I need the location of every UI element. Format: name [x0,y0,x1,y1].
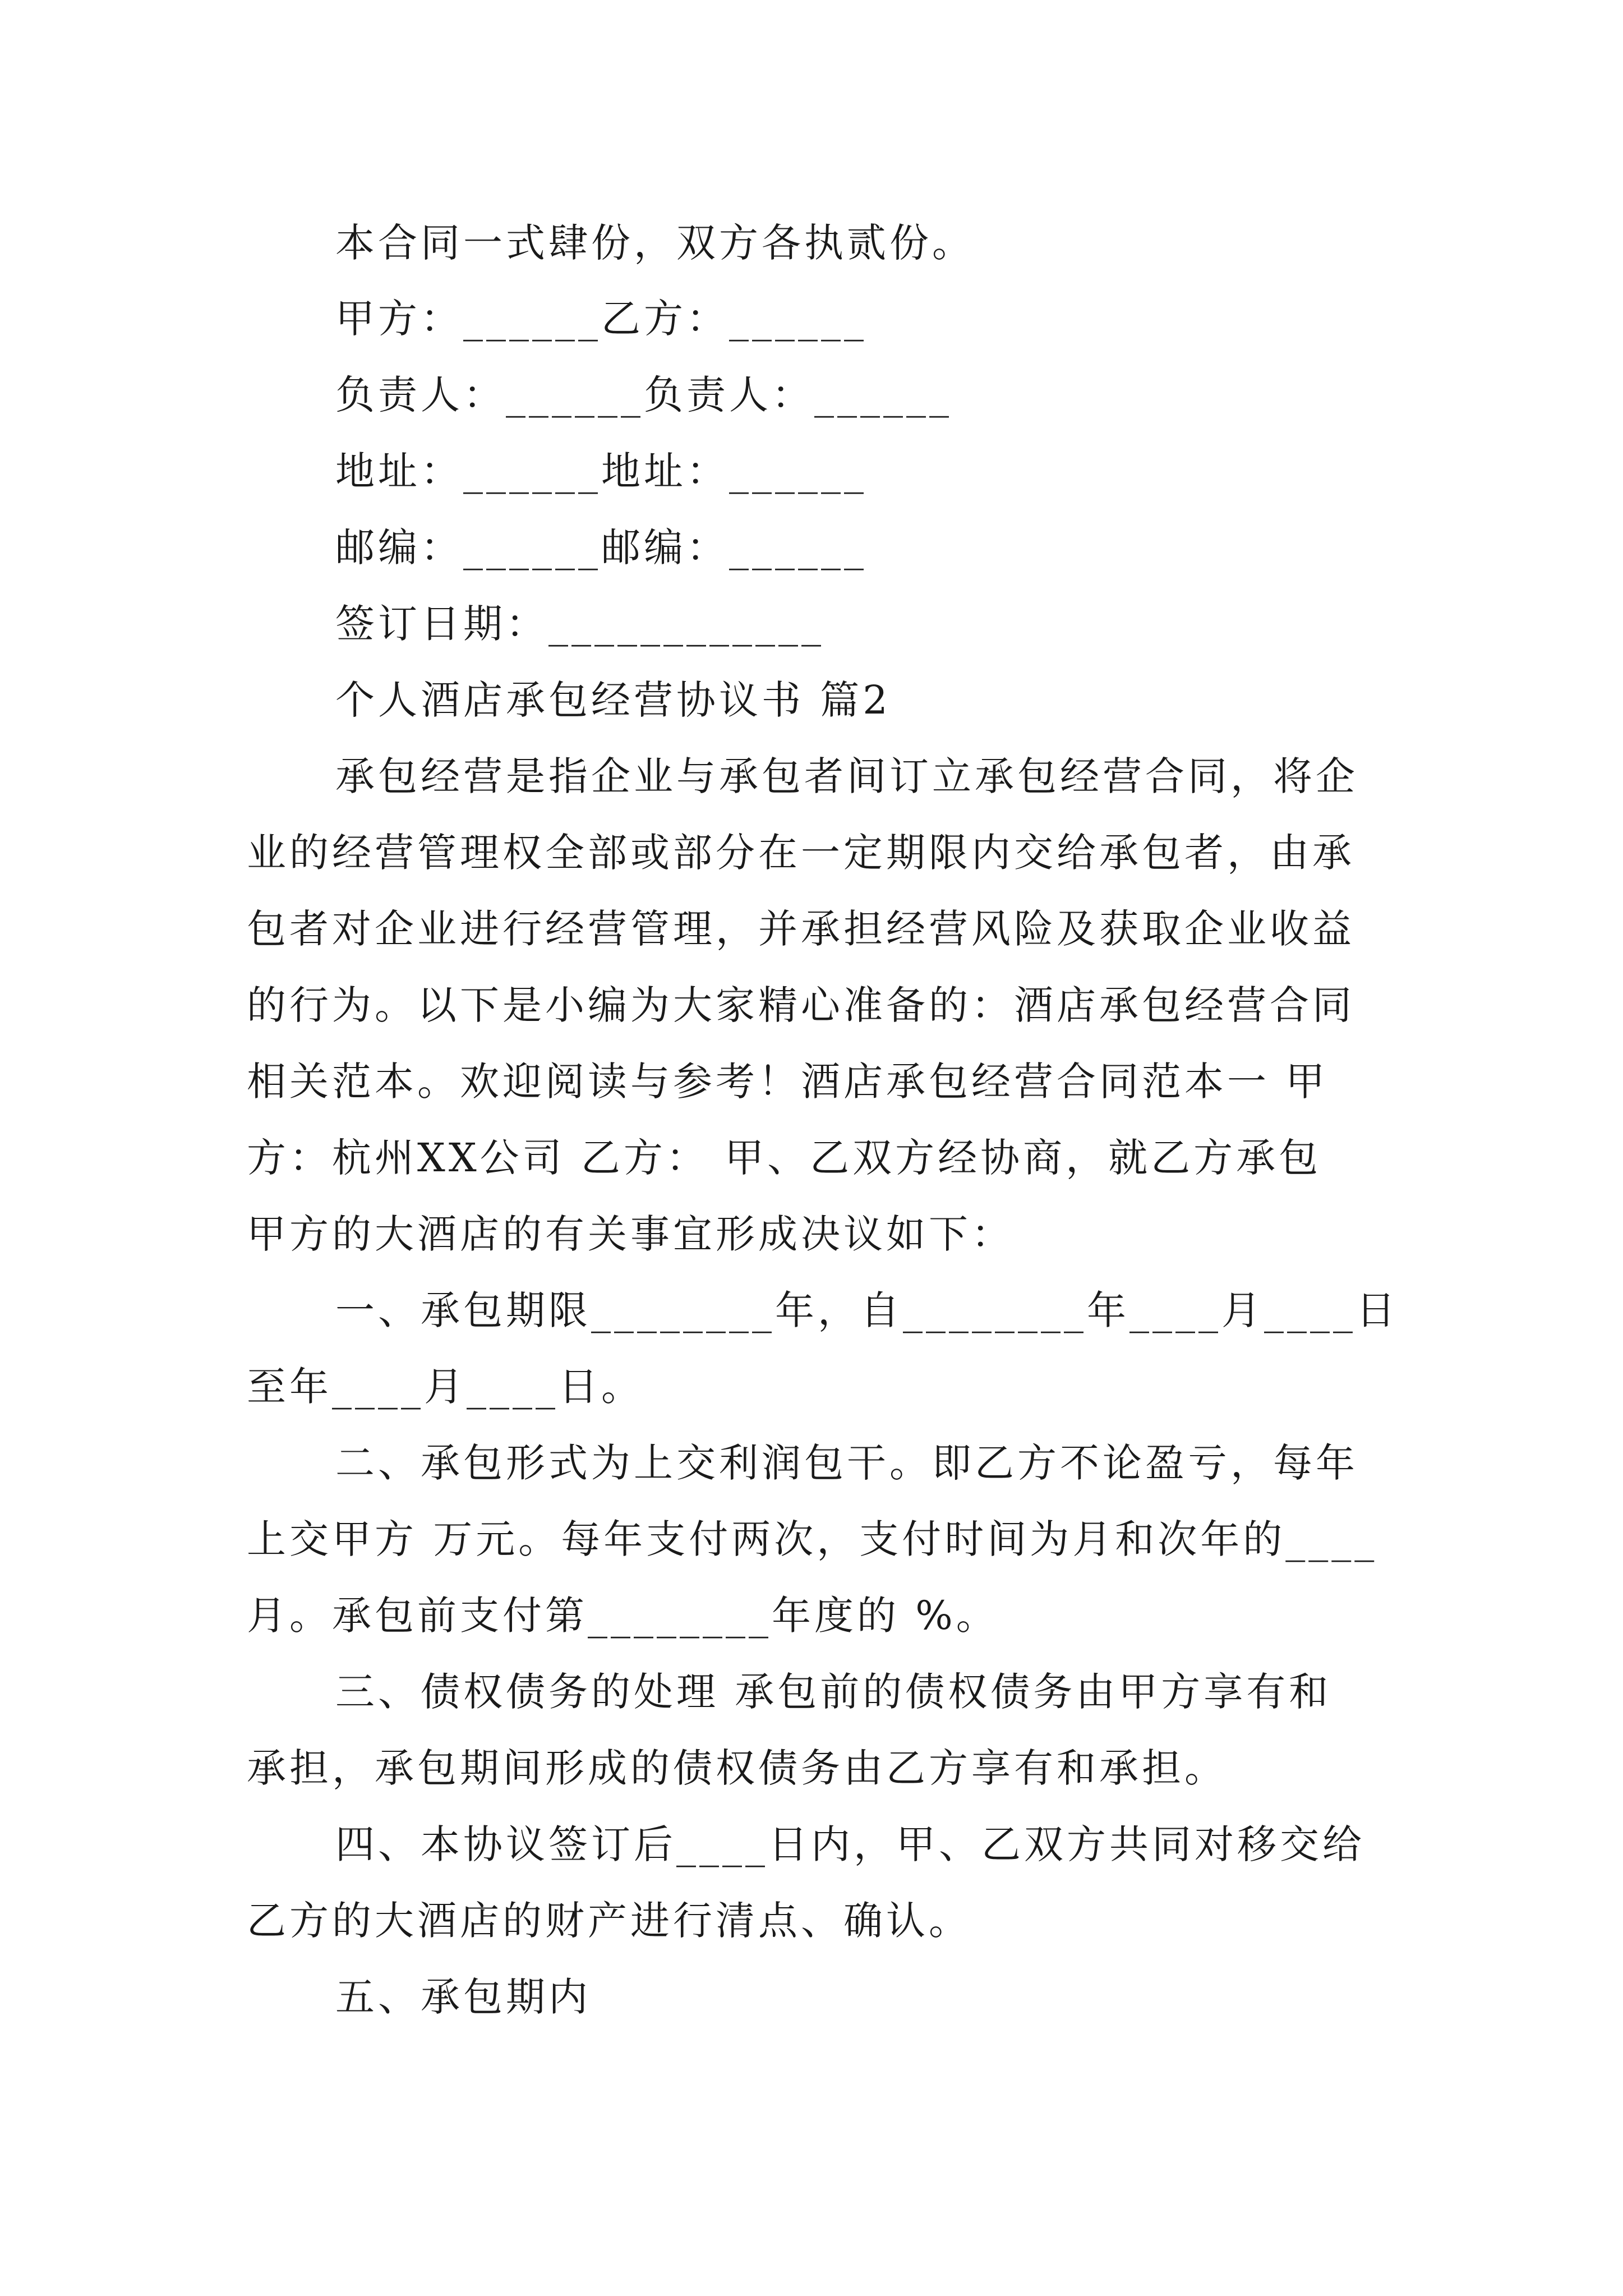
text-line: 承包经营是指企业与承包者间订立承包经营合同，将企 [335,753,1358,799]
text-line: 三、债权债务的处理 承包前的债权债务由甲方享有和 [335,1669,1332,1715]
text-line: 负责人：______负责人：______ [335,372,952,418]
text-line: 甲方：______乙方：______ [335,296,867,342]
text-line: 五、承包期内 [335,1974,591,2020]
text-line: 方：杭州XX公司 乙方： 甲、乙双方经协商，就乙方承包 [247,1135,1322,1181]
text-line: 上交甲方 万元。每年支付两次，支付时间为月和次年的____ [247,1516,1378,1562]
text-line: 四、本协议签订后____日内，甲、乙双方共同对移交给 [335,1821,1365,1867]
section-heading: 个人酒店承包经营协议书 篇2 [335,677,891,723]
text-line: 本合同一式肆份，双方各执贰份。 [335,220,975,266]
text-line: 地址：______地址：______ [335,448,867,494]
text-line: 签订日期：____________ [335,601,824,647]
text-line: 邮编：______邮编：______ [335,524,867,570]
text-line: 承担，承包期间形成的债权债务由乙方享有和承担。 [247,1745,1227,1791]
text-line: 甲方的大酒店的有关事宜形成决议如下： [247,1211,1014,1257]
text-line: 包者对企业进行经营管理，并承担经营风险及获取企业收益 [247,906,1355,952]
text-line: 业的经营管理权全部或部分在一定期限内交给承包者，由承 [247,830,1355,876]
text-line: 二、承包形式为上交利润包干。即乙方不论盈亏，每年 [335,1440,1358,1486]
text-line: 相关范本。欢迎阅读与参考！酒店承包经营合同范本一 甲 [247,1059,1329,1105]
text-line: 乙方的大酒店的财产进行清点、确认。 [247,1898,971,1944]
text-line: 一、承包期限________年，自________年____月____日 [335,1287,1399,1333]
text-line: 月。承包前支付第________年度的 %。 [247,1593,999,1639]
text-line: 的行为。以下是小编为大家精心准备的：酒店承包经营合同 [247,982,1355,1028]
text-line: 至年____月____日。 [247,1364,644,1410]
